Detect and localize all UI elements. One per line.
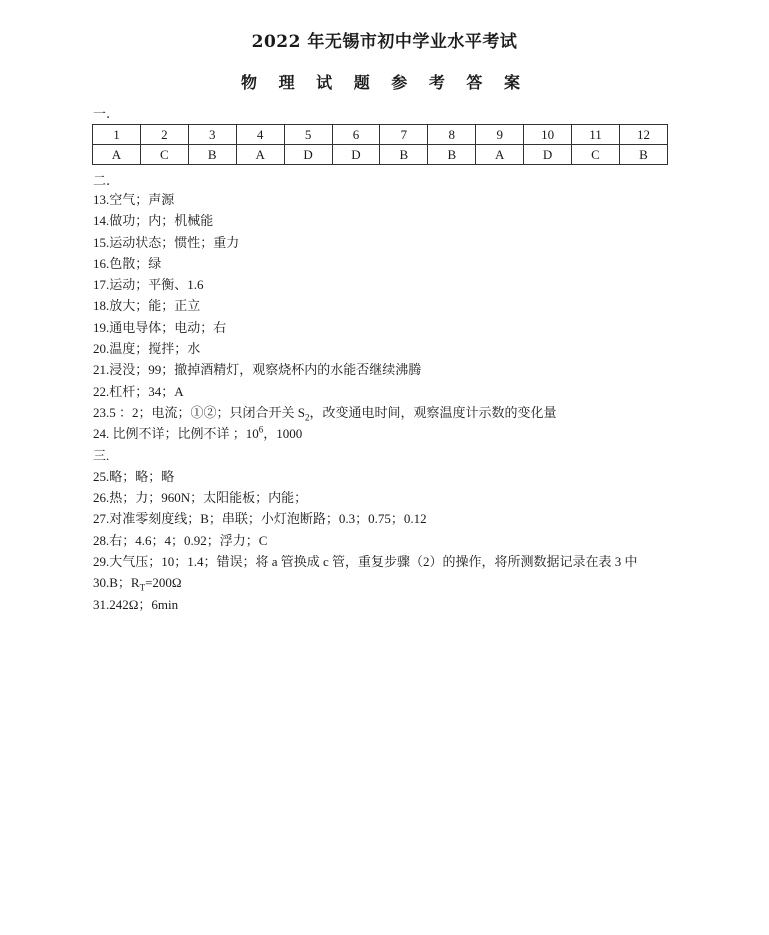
question-number: 5: [284, 125, 332, 145]
question-number: 9: [476, 125, 524, 145]
question-number: 1: [93, 125, 141, 145]
answer-30-subscript: T: [139, 582, 146, 593]
answer-24: [93, 423, 693, 444]
section-2-label: 二.: [93, 174, 111, 189]
answer-21: 21.浸没；99；撤掉酒精灯，观察烧杯内的水能否继续沸腾: [93, 362, 422, 378]
answer-cell: C: [572, 145, 620, 165]
answer-27: 27.对准零刻度线；B；串联；小灯泡断路；0.3；0.75；0.12: [93, 511, 427, 527]
question-number-row: [93, 125, 668, 145]
answer-cell: D: [524, 145, 572, 165]
section-1-label: 一.: [93, 107, 111, 122]
answer-22: 22.杠杆；34；A: [93, 383, 184, 399]
answer-16: 16.色散；绿: [93, 255, 162, 271]
answer-31: 31.242Ω；6min: [93, 596, 179, 612]
answer-24-superscript: 6: [258, 424, 264, 435]
answer-cell: A: [236, 145, 284, 165]
answer-18: 18.放大；能；正立: [93, 298, 201, 314]
question-number: 6: [332, 125, 380, 145]
answer-cell: B: [619, 145, 667, 165]
exam-title: 2022 年无锡市初中学业水平考试: [251, 32, 518, 52]
answer-23: [93, 402, 693, 423]
answer-row: [93, 145, 668, 165]
answer-cell: B: [188, 145, 236, 165]
answer-23-subscript: 2: [304, 412, 310, 423]
section-3-label: 三.: [93, 447, 110, 463]
answer-cell: C: [140, 145, 188, 165]
answer-23-text-b: ，改变通电时间，观察温度计示数的变化量: [309, 404, 557, 420]
answer-cell: D: [332, 145, 380, 165]
answer-20: 20.温度；搅拌；水: [93, 341, 201, 357]
question-number: 2: [140, 125, 188, 145]
answer-29: 29.大气压；10；1.4；错误；将 a 管换成 c 管，重复步骤（2）的操作，将所测数据记录在表 3 中: [93, 554, 638, 570]
answer-cell: A: [93, 145, 141, 165]
answer-28: 28.右；4.6；4；0.92；浮力；C: [93, 532, 268, 548]
answer-19: 19.通电导体；电动；右: [93, 319, 227, 335]
answer-30: [93, 572, 693, 593]
answer-30-text-a: 30.B；R: [93, 575, 140, 591]
answer-25: 25.略；略；略: [93, 468, 175, 484]
question-number: 10: [524, 125, 572, 145]
question-number: 3: [188, 125, 236, 145]
question-number: 11: [572, 125, 620, 145]
answer-cell: A: [476, 145, 524, 165]
answer-23-text-a: 23.5 ：2；电流；①②；只闭合开关 S: [93, 404, 305, 420]
answer-17: 17.运动；平衡、1.6: [93, 277, 204, 293]
question-number: 8: [428, 125, 476, 145]
answer-cell: B: [428, 145, 476, 165]
answer-cell: B: [380, 145, 428, 165]
answer-30-text-b: =200Ω: [145, 575, 182, 591]
answer-24-text-a: 24. 比例不详；比例不详 ；10: [93, 426, 259, 442]
answer-26: 26.热；力；960N；太阳能板；内能；: [93, 490, 308, 506]
answer-15: 15.运动状态；惯性；重力: [93, 234, 240, 250]
answer-lines: [93, 189, 693, 615]
exam-subtitle: 物 理 试 题 参 考 答 案: [241, 73, 528, 92]
answer-cell: D: [284, 145, 332, 165]
question-number: 7: [380, 125, 428, 145]
answer-14: 14.做功；内；机械能: [93, 213, 214, 229]
answer-24-text-b: ，1000: [263, 426, 303, 442]
answer-table: [92, 124, 668, 165]
question-number: 12: [619, 125, 667, 145]
answer-13: 13.空气；声源: [93, 192, 175, 207]
question-number: 4: [236, 125, 284, 145]
